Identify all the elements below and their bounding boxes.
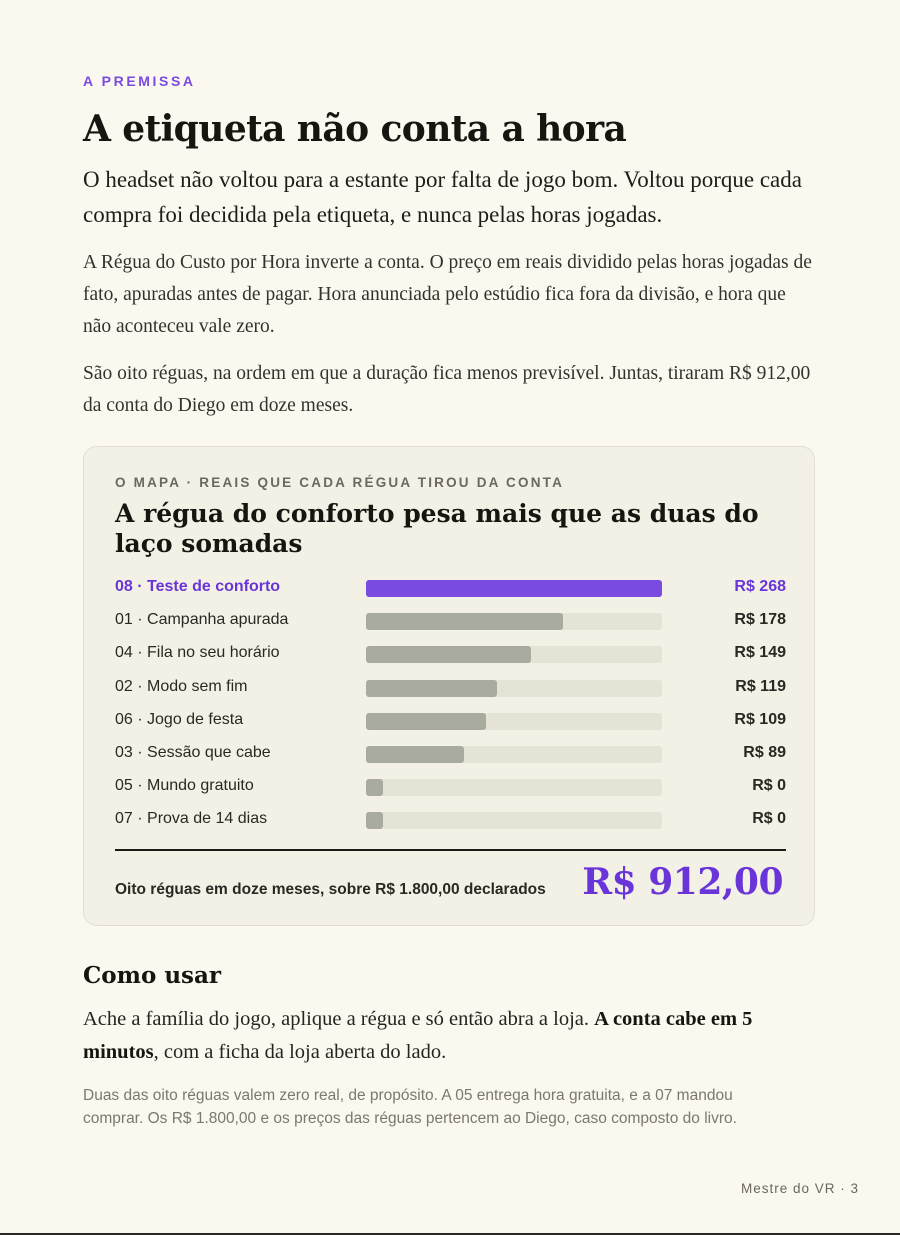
usage-text-bold: A conta cabe em 5 minutos xyxy=(83,1008,753,1063)
chart-footer-text: Oito réguas em doze meses, sobre R$ 1.800,00 declarados xyxy=(115,881,546,898)
bar-label: 06 · Jogo de festa xyxy=(115,710,244,728)
bar xyxy=(366,646,531,663)
chart-row xyxy=(115,573,786,606)
bar xyxy=(366,680,497,697)
bar xyxy=(366,580,662,597)
bar-value-label: R$ 149 xyxy=(734,644,786,662)
chart-row xyxy=(115,606,786,639)
bar xyxy=(366,713,486,730)
bar-label: 02 · Modo sem fim xyxy=(115,677,248,695)
bar-label: 07 · Prova de 14 dias xyxy=(115,810,268,828)
bar-chart xyxy=(115,573,786,839)
chart-total: R$ 912,00 xyxy=(582,861,783,903)
page-footer: Mestre do VR · 3 xyxy=(740,1181,859,1196)
body-paragraph-1: A Régua do Custo por Hora inverte a conta. O preço em reais dividido pelas horas jogadas de fato, apuradas antes de pagar. Hora anunciada pelo estúdio fica fora da divisão, e hora que não aconteceu vale zero. xyxy=(83,252,812,337)
chart-row xyxy=(115,706,786,739)
chart-eyebrow: O MAPA · REAIS QUE CADA RÉGUA TIROU DA CONTA xyxy=(115,475,565,490)
chart-row xyxy=(115,805,786,838)
chart-divider xyxy=(115,849,786,851)
chart-row xyxy=(115,673,786,706)
chart-row xyxy=(115,772,786,805)
usage-paragraph xyxy=(83,1003,783,1069)
section-eyebrow: A PREMISSA xyxy=(83,73,196,89)
bar-label: 05 · Mundo gratuito xyxy=(115,777,254,795)
bar xyxy=(366,613,563,630)
bar-track xyxy=(366,713,662,730)
bar-track xyxy=(366,746,662,763)
body-paragraph-2: São oito réguas, na ordem em que a duração fica menos previsível. Juntas, tiraram R$ 912,00 da conta do Diego em doze meses. xyxy=(83,363,811,416)
bar-track xyxy=(366,680,662,697)
bar-value-label: R$ 119 xyxy=(735,677,786,695)
usage-text-end: , com a ficha da loja aberta do lado. xyxy=(153,1041,447,1063)
bar xyxy=(366,779,383,796)
usage-text-start: Ache a família do jogo, aplique a régua e só então abra a loja. xyxy=(83,1008,595,1030)
bar-value-label: R$ 0 xyxy=(752,777,786,795)
bar-value-label: R$ 178 xyxy=(734,611,786,629)
footnote: Duas das oito réguas valem zero real, de propósito. A 05 entrega hora gratuita, e a 07 mandou comprar. Os R$ 1.800,00 e os preços das réguas pertencem ao Diego, caso composto do livro. xyxy=(83,1087,737,1127)
bar-track xyxy=(366,812,662,829)
bar-value-label: R$ 0 xyxy=(752,810,786,828)
bar-track xyxy=(366,646,662,663)
bar-label: 03 · Sessão que cabe xyxy=(115,743,271,761)
chart-row xyxy=(115,639,786,672)
bar xyxy=(366,812,383,829)
usage-heading: Como usar xyxy=(83,962,222,989)
bar-label: 01 · Campanha apurada xyxy=(115,611,289,629)
bar-label: 04 · Fila no seu horário xyxy=(115,644,280,662)
chart-row xyxy=(115,739,786,772)
bar-value-label: R$ 109 xyxy=(734,710,786,728)
bar-label: 08 · Teste de conforto xyxy=(115,578,281,595)
chart-card xyxy=(83,446,815,926)
lead-paragraph: O headset não voltou para a estante por falta de jogo bom. Voltou porque cada compra foi decidida pela etiqueta, e nunca pelas horas jogadas. xyxy=(83,167,802,227)
bar-track xyxy=(366,779,662,796)
bar xyxy=(366,746,464,763)
bar-value-label: R$ 268 xyxy=(734,578,786,595)
bar-value-label: R$ 89 xyxy=(743,743,786,761)
page-title: A etiqueta não conta a hora xyxy=(83,108,627,150)
chart-title: A régua do conforto pesa mais que as duas do laço somadas xyxy=(115,499,759,558)
bar-track xyxy=(366,613,662,630)
bar-track xyxy=(366,580,662,597)
